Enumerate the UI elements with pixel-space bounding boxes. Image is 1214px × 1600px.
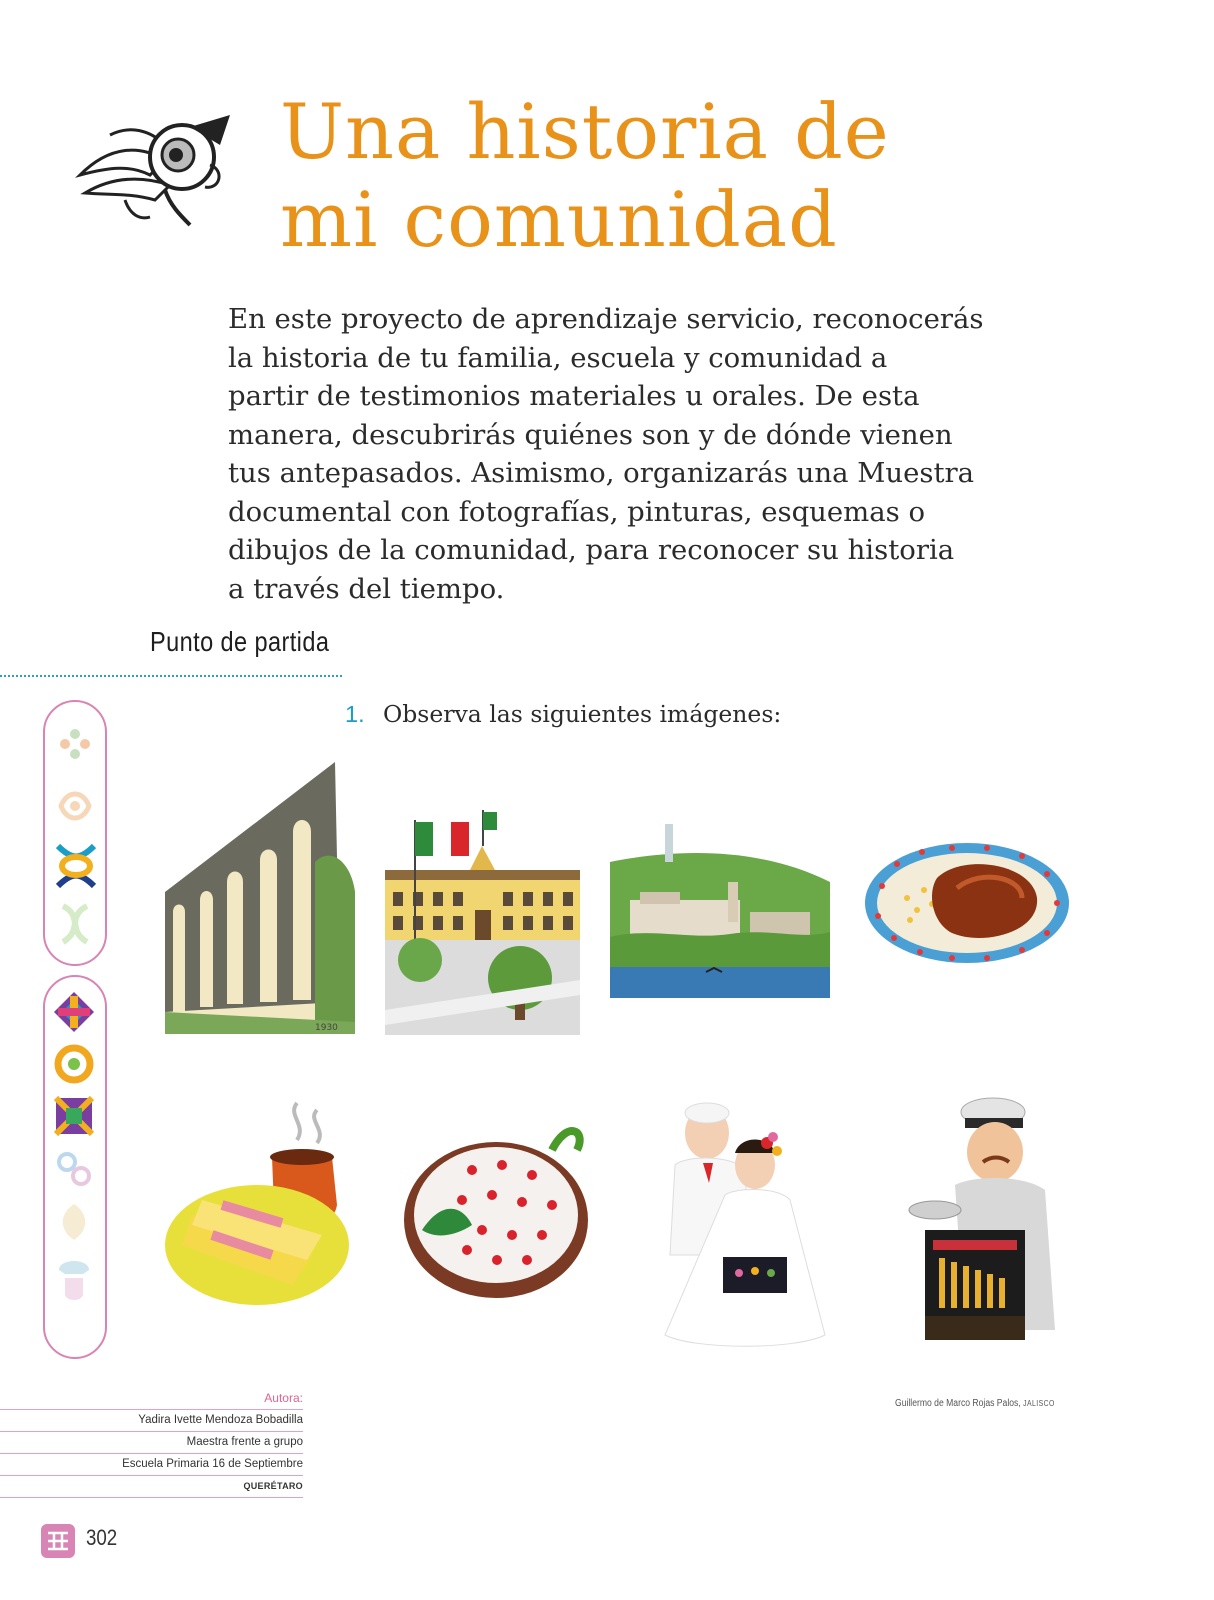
intro-line: a través del tiempo. [228, 572, 505, 605]
title-line-2: mi comunidad [280, 175, 838, 264]
intro-line: En este proyecto de aprendizaje servicio, reconocerás [228, 303, 984, 335]
eje-icon-4 [53, 1148, 95, 1190]
palacio-nacional-illustration [385, 810, 580, 1035]
page-number: 302 [86, 1525, 118, 1550]
eje-icon-5 [53, 1200, 95, 1244]
author-name: Yadira Ivette Mendoza Bobadilla [0, 1410, 303, 1432]
section-heading: Punto de partida [150, 626, 330, 657]
author-block [0, 1388, 303, 1498]
title-line-1: Una historia de [280, 87, 890, 176]
intro-line: documental con fotografías, pinturas, esquemas o [228, 495, 926, 528]
organ-grinder-illustration [905, 1090, 1065, 1352]
intro-line: tus antepasados. Asimismo, organizarás una Muestra [228, 457, 975, 489]
campos-icon-3-active [52, 840, 100, 892]
page-title [280, 88, 890, 264]
intro-line: dibujos de la comunidad, para reconocer su historia [228, 534, 955, 566]
eje-icon-3 [52, 1094, 96, 1138]
intro-line: partir de testimonios materiales u orales. De esta [228, 380, 920, 412]
illustration-credit [895, 1398, 1055, 1409]
author-role: Maestra frente a grupo [0, 1432, 303, 1454]
aqueduct-illustration [165, 762, 355, 1034]
eje-icon-6 [53, 1254, 95, 1306]
author-school: Escuela Primaria 16 de Septiembre [0, 1454, 303, 1476]
section-divider [0, 675, 342, 677]
folk-dancers-illustration [655, 1095, 830, 1350]
intro-paragraph [228, 300, 1028, 608]
credit-name: Guillermo de Marco Rojas Palos, [895, 1398, 1021, 1409]
intro-line: manera, descubrirás quiénes son y de dónde vienen [228, 418, 953, 451]
codex-glyph-illustration [70, 105, 240, 235]
page-emblem-icon [40, 1523, 76, 1559]
campos-icon-2 [53, 782, 97, 830]
tamales-and-jarrito-illustration [162, 1095, 357, 1310]
author-state: QUERÉTARO [0, 1476, 303, 1498]
aqueduct-year-mark: 1930 [315, 1023, 338, 1033]
instruction-number: 1. [345, 701, 365, 727]
eje-icon-1 [52, 990, 96, 1034]
campos-icon-1 [53, 724, 97, 764]
author-label: Autora: [0, 1388, 303, 1410]
lakeside-town-illustration [610, 822, 830, 998]
campos-icon-4 [53, 898, 97, 948]
instruction-text: Observa las siguientes imágenes: [383, 700, 782, 728]
intro-line: la historia de tu familia, escuela y comunidad a [228, 341, 888, 374]
instruction [345, 700, 781, 728]
eje-icon-2 [53, 1043, 95, 1085]
roast-chicken-plate-illustration [862, 838, 1072, 968]
chiles-en-nogada-illustration [402, 1110, 590, 1305]
credit-place: JALISCO [1023, 1399, 1055, 1408]
